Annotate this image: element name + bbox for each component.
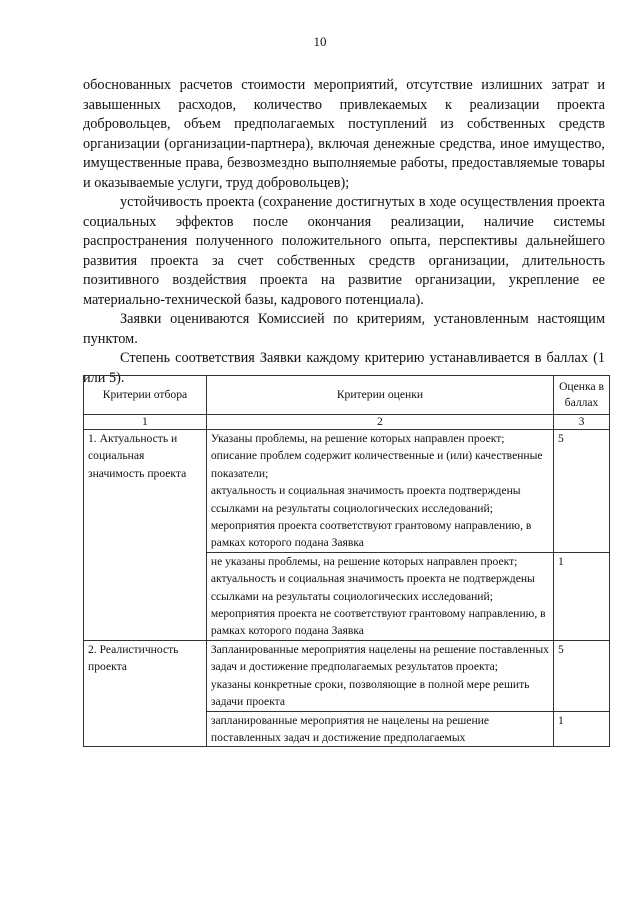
evaluation-line: мероприятия проекта соответствуют грантовому направлению, в рамках которого подана Заявка bbox=[210, 519, 532, 550]
evaluation-cell bbox=[206, 640, 553, 711]
page-number: 10 bbox=[313, 34, 327, 49]
table-row bbox=[84, 640, 610, 711]
score-cell: 5 bbox=[554, 640, 610, 711]
column-number: 1 bbox=[84, 415, 207, 430]
evaluation-line: Запланированные мероприятия нацелены на решение поставленных задач и достижение предполагаемых результатов проекта; bbox=[210, 642, 549, 674]
evaluation-line: мероприятия проекта не соответствуют грантовому направлению, в рамках которого подана Заявка bbox=[210, 607, 546, 638]
score-cell: 1 bbox=[554, 711, 610, 747]
evaluation-line: актуальность и социальная значимость проекта не подтверждены ссылками на результаты социологических исследований; bbox=[210, 572, 535, 603]
table-header-row bbox=[84, 376, 610, 415]
body-text bbox=[83, 76, 605, 388]
evaluation-line: Указаны проблемы, на решение которых направлен проект; bbox=[210, 432, 505, 445]
score-cell: 1 bbox=[554, 552, 610, 640]
criteria-table bbox=[83, 375, 610, 747]
column-header: Критерии оценки bbox=[206, 376, 553, 415]
paragraph: Степень соответствия Заявки каждому критерию устанавливается в баллах (1 или 5). bbox=[83, 350, 605, 386]
table-row bbox=[84, 430, 610, 553]
criterion-cell: 2. Реалистичность проекта bbox=[84, 640, 207, 746]
evaluation-line: актуальность и социальная значимость проекта подтверждены ссылками на результаты социологических исследований; bbox=[210, 484, 521, 515]
column-header: Оценка в баллах bbox=[554, 376, 610, 415]
column-header: Критерии отбора bbox=[84, 376, 207, 415]
paragraph: обоснованных расчетов стоимости мероприятий, отсутствие излишних затрат и завышенных расходов, количество привлекаемых к реализации проекта добровольцев, объем предполагаемых поступлений из собственных средств организации (организации-партнера), включая денежные средства, иное имущество, имущественные права, безвозмездно выполняемые работы, предоставляемые товары и оказываемые услуги, труд добровольцев); bbox=[83, 77, 605, 191]
evaluation-line: не указаны проблемы, на решение которых направлен проект; bbox=[210, 554, 518, 568]
evaluation-line: запланированные мероприятия не нацелены на решение поставленных задач и достижение предполагаемых bbox=[210, 713, 490, 744]
evaluation-line: описание проблем содержит количественные и (или) качественные показатели; bbox=[210, 449, 543, 480]
paragraph: устойчивость проекта (сохранение достигнутых в ходе осуществления проекта социальных эффектов после окончания реализации, наличие системы распространения полученного положительного опыта, перспективы дальнейшего развития проекта за счет собственных средств организации, длительность позитивного воздействия проекта на развитие организации, укрепление ее материально-технической базы, кадрового потенциала). bbox=[83, 194, 605, 308]
evaluation-cell bbox=[206, 430, 553, 553]
criterion-cell: 1. Актуальность и социальная значимость проекта bbox=[84, 430, 207, 641]
paragraph: Заявки оцениваются Комиссией по критериям, установленным настоящим пунктом. bbox=[83, 311, 605, 347]
column-number: 2 bbox=[206, 415, 553, 430]
column-number: 3 bbox=[554, 415, 610, 430]
evaluation-cell bbox=[206, 711, 553, 747]
column-number-row bbox=[84, 415, 610, 430]
evaluation-cell bbox=[206, 552, 553, 640]
evaluation-line: указаны конкретные сроки, позволяющие в полной мере решить задачи проекта bbox=[210, 677, 530, 709]
score-cell: 5 bbox=[554, 430, 610, 553]
